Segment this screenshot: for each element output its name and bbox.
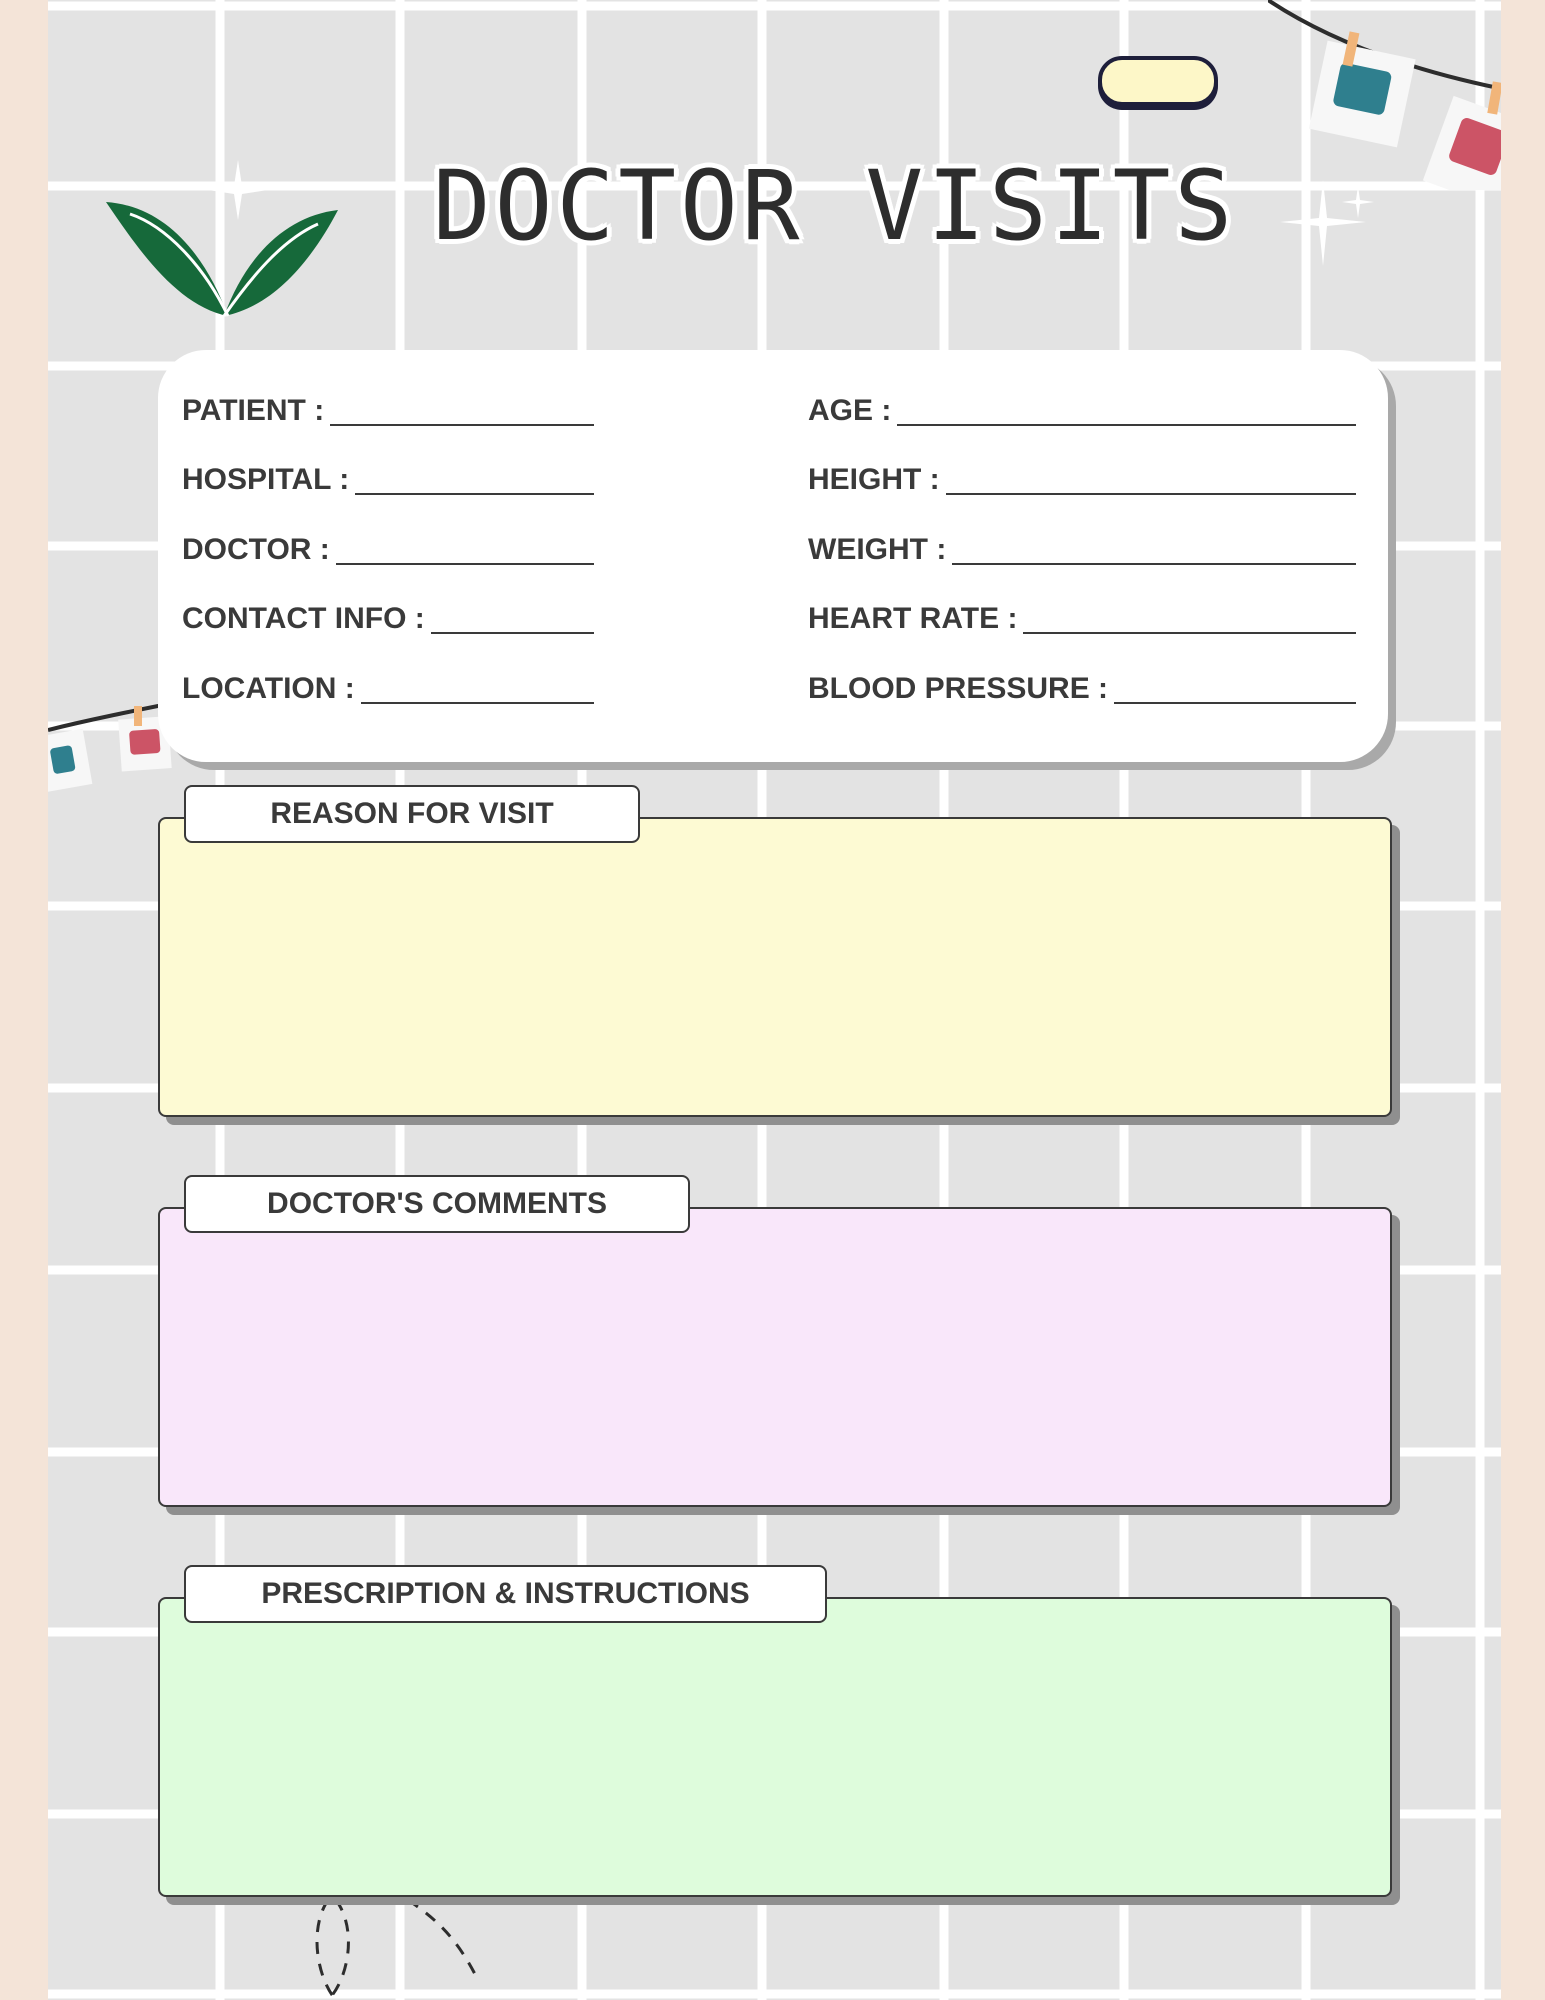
location-label: LOCATION : <box>182 672 355 705</box>
info-row-patient <box>182 388 594 428</box>
info-row-age <box>808 388 1356 428</box>
patient-field[interactable] <box>330 424 594 426</box>
blood-pressure-label: BLOOD PRESSURE : <box>808 672 1109 705</box>
blood-pressure-field[interactable] <box>1114 702 1356 704</box>
doctor-label: DOCTOR : <box>182 533 330 566</box>
contact-info-field[interactable] <box>431 632 594 634</box>
planner-page <box>48 0 1501 2000</box>
contact-info-label: CONTACT INFO : <box>182 602 425 635</box>
info-row-height <box>808 457 1356 497</box>
location-field[interactable] <box>361 702 594 704</box>
patient-info-card <box>158 350 1388 762</box>
doctors-comments-tab: DOCTOR'S COMMENTS <box>184 1175 690 1233</box>
info-row-location <box>182 666 594 706</box>
info-row-weight <box>808 527 1356 567</box>
age-field[interactable] <box>897 424 1356 426</box>
doctor-field[interactable] <box>336 563 594 565</box>
age-label: AGE : <box>808 394 892 427</box>
weight-label: WEIGHT : <box>808 533 947 566</box>
patient-label: PATIENT : <box>182 394 325 427</box>
dashed-doodle-icon <box>268 1880 568 2000</box>
heart-rate-field[interactable] <box>1023 632 1356 634</box>
info-row-contact <box>182 596 594 636</box>
prescription-instructions-box[interactable] <box>158 1597 1392 1897</box>
info-row-blood-pressure <box>808 666 1356 706</box>
pill-decoration <box>1098 56 1218 106</box>
info-row-hospital <box>182 457 594 497</box>
info-row-heart-rate <box>808 596 1356 636</box>
weight-field[interactable] <box>952 563 1356 565</box>
prescription-instructions-tab: PRESCRIPTION & INSTRUCTIONS <box>184 1565 827 1623</box>
reason-for-visit-tab: REASON FOR VISIT <box>184 785 640 843</box>
heart-rate-label: HEART RATE : <box>808 602 1018 635</box>
doctors-comments-box[interactable] <box>158 1207 1392 1507</box>
height-label: HEIGHT : <box>808 463 940 496</box>
hospital-label: HOSPITAL : <box>182 463 350 496</box>
height-field[interactable] <box>946 493 1356 495</box>
reason-for-visit-box[interactable] <box>158 817 1392 1117</box>
hospital-field[interactable] <box>355 493 594 495</box>
page-title: DOCTOR VISITS <box>432 150 1237 262</box>
info-row-doctor <box>182 527 594 567</box>
